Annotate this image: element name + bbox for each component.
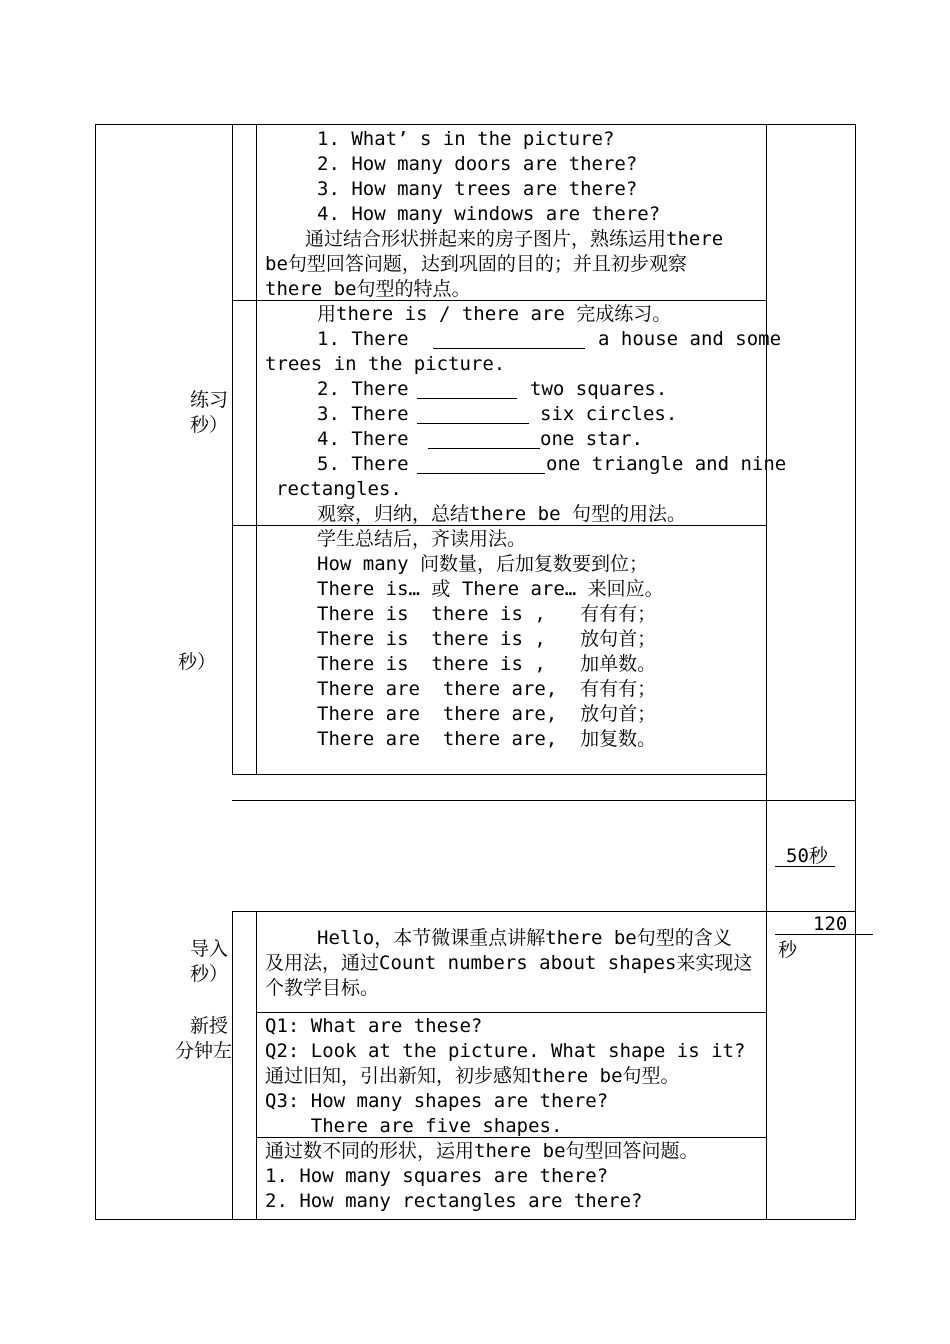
row-divider-4 <box>232 800 856 801</box>
label-50-seconds: 50秒 <box>786 845 828 867</box>
exercise-q5-cont: rectangles. <box>276 478 402 500</box>
chant-line: There are there are, 放句首； <box>317 703 657 725</box>
exercise-q2-start: 2. There <box>317 378 409 400</box>
outer-top-border <box>95 124 856 125</box>
answer-blank-3 <box>417 423 529 424</box>
label-minutes: 分钟左 <box>175 1040 233 1062</box>
answer-blank-5 <box>417 473 545 474</box>
label-new-teaching: 新授 <box>190 1015 229 1037</box>
chant-line: 学生总结后，齐读用法。 <box>317 528 527 550</box>
row-divider-5 <box>232 911 856 912</box>
warmup-line: 通过旧知，引出新知，初步感知there be句型。 <box>265 1065 680 1087</box>
explanation-line: 通过结合形状拼起来的房子图片，熟练运用there <box>305 228 724 250</box>
chant-line: There are there are, 加复数。 <box>317 728 657 750</box>
narrow-col-border-top <box>256 124 257 775</box>
explanation-line: be句型回答问题，达到巩固的目的；并且初步观察 <box>265 253 687 275</box>
chant-line: There are there are, 有有有； <box>317 678 657 700</box>
label-intro: 导入 <box>190 938 229 960</box>
outer-bottom-border <box>95 1219 856 1220</box>
row-divider-3 <box>232 774 767 775</box>
intro-line: 及用法，通过Count numbers about shapes来实现这 <box>265 952 753 974</box>
chant-line: There is there is , 加单数。 <box>317 653 657 675</box>
count-line: 通过数不同的形状，运用there be句型回答问题。 <box>265 1140 699 1162</box>
label-seconds-right: 秒 <box>778 939 798 961</box>
warmup-line: Q1: What are these? <box>265 1015 483 1037</box>
intro-line: 个教学目标。 <box>265 977 380 999</box>
answer-blank-4 <box>428 448 540 449</box>
exercise-q4-start: 4. There <box>317 428 409 450</box>
exercise-summary: 观察，归纳，总结there be 句型的用法。 <box>317 503 686 525</box>
label-practice: 练习 <box>190 389 229 411</box>
chant-line: There is… 或 There are… 来回应。 <box>317 578 664 600</box>
inner-left-border-bottom <box>232 911 233 1220</box>
chant-line: There is there is , 放句首； <box>317 628 657 650</box>
exercise-q5-end: one triangle and nine <box>546 453 787 475</box>
exercise-intro: 用there is / there are 完成练习。 <box>317 303 672 325</box>
label-intro-seconds: 秒） <box>190 963 229 985</box>
warmup-line: Q2: Look at the picture. What shape is it? <box>265 1040 746 1062</box>
answer-blank-2 <box>417 398 517 399</box>
exercise-q3-end: six circles. <box>540 403 678 425</box>
outer-right-border <box>855 124 856 1220</box>
exercise-q1-start: 1. There <box>317 328 409 350</box>
question-line: 4. How many windows are there? <box>317 203 661 225</box>
exercise-q4-end: one star. <box>540 428 643 450</box>
warmup-line: Q3: How many shapes are there? <box>265 1090 609 1112</box>
label-120: 120 <box>813 913 848 935</box>
chant-line: There is there is , 有有有； <box>317 603 657 625</box>
right-col-border <box>766 124 767 1220</box>
narrow-col-border-bottom <box>256 911 257 1220</box>
outer-left-border <box>95 124 96 1220</box>
label-seconds: 秒） <box>178 651 217 673</box>
explanation-line: there be句型的特点。 <box>265 278 471 300</box>
exercise-q5-start: 5. There <box>317 453 409 475</box>
answer-blank-1 <box>433 348 585 349</box>
exercise-q1-cont: trees in the picture. <box>265 353 506 375</box>
row-divider-6 <box>256 1012 767 1013</box>
label-practice-seconds: 秒） <box>190 414 229 436</box>
inner-left-border-top <box>232 124 233 775</box>
chant-line: How many 问数量，后加复数要到位； <box>317 553 648 575</box>
count-line: 2. How many rectangles are there? <box>265 1190 643 1212</box>
question-line: 3. How many trees are there? <box>317 178 638 200</box>
exercise-q2-end: two squares. <box>530 378 668 400</box>
intro-line: Hello，本节微课重点讲解there be句型的含义 <box>317 927 732 949</box>
exercise-q1-end: a house and some <box>598 328 782 350</box>
exercise-q3-start: 3. There <box>317 403 409 425</box>
count-line: 1. How many squares are there? <box>265 1165 609 1187</box>
warmup-line: There are five shapes. <box>265 1115 563 1137</box>
question-line: 2. How many doors are there? <box>317 153 638 175</box>
question-line: 1. What’ s in the picture? <box>317 128 615 150</box>
